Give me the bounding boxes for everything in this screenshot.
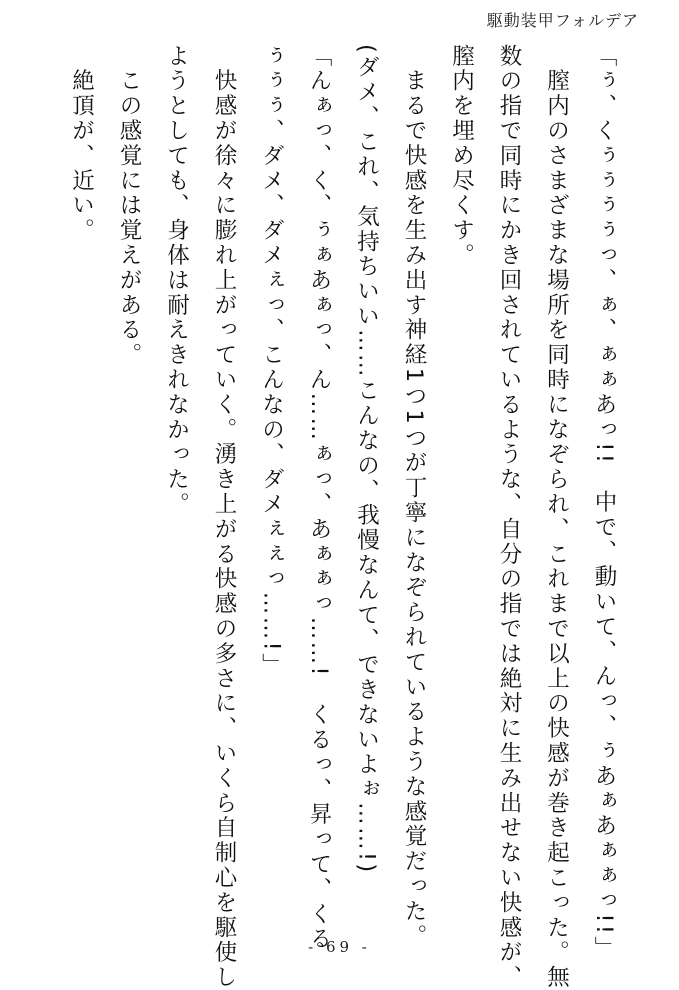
text-line: ようとしても、身体は耐えきれなかった。 (163, 44, 190, 518)
page-number: - 69 - (308, 938, 371, 956)
text-line: ぅぅぅ、ダメ、ダメぇっ、こんなの、ダメぇぇっ……!」 (258, 44, 285, 678)
text-line: 膣内を埋め尽くす。 (448, 44, 475, 269)
running-header: 駆動装甲フォルデア (486, 11, 639, 30)
text-line: まるで快感を生み出す神経1つ1つが丁寧になぞられているような感覚だった。 (401, 44, 427, 949)
text-line: 数の指で同時にかき回されているような、自分の指では絶対に生み出せない快感が、 (496, 44, 522, 990)
text-line: 膣内のさまざまな場所を同時になぞられ、これまで以上の快感が巻き起こった。無 (543, 44, 570, 990)
text-line: 「んぁっ、く、ぅぁあぁっ、ん……ぁっ、あぁぁっ……! くるっ、昇って、くる (306, 44, 332, 952)
text-line: 快感が徐々に膨れ上がっていく。湧き上がる快感の多さに、いくら自制心を駆使し (211, 44, 237, 990)
text-line: 「ぅ、くぅぅぅぅっ、ぁ、ぁぁあっ!! 中で、動いて、んっ、ぅあぁあぁぁっ!!」 (591, 44, 617, 962)
text-line: この感覚には覚えがある。 (116, 44, 142, 368)
text-line: (ダメ、これ、気持ちいい……こんなの、我慢なんて、できないよぉ……!) (353, 44, 380, 875)
text-line: 絶頂が、近い。 (68, 44, 95, 244)
